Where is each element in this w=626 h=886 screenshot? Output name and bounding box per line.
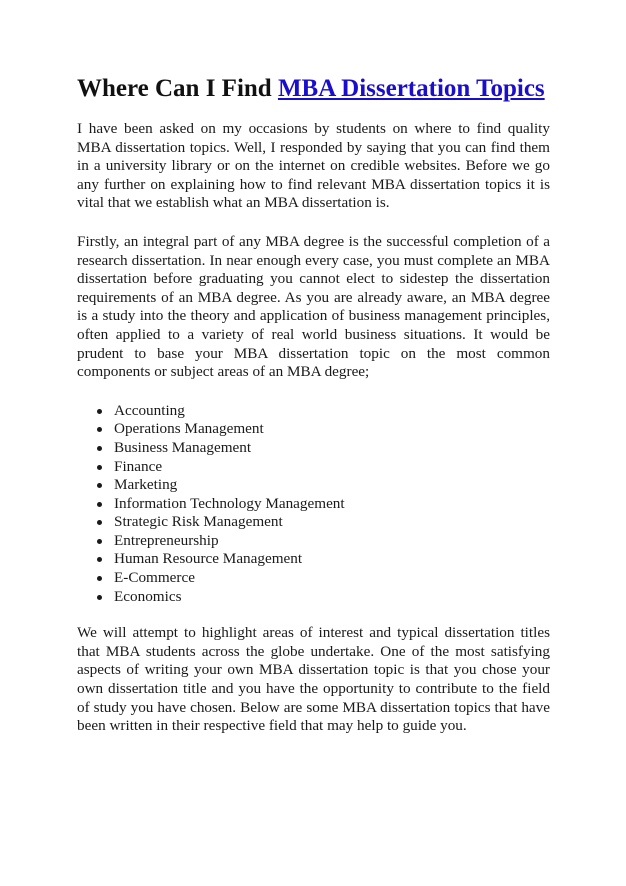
closing-paragraph: We will attempt to highlight areas of interest and typical dissertation titles that MBA students across the globe undertake. One of the most satisfying aspects of writing your own MBA dissertation topic is that you chose your own dissertation title and you have the opportunity to contribute to the field of study you have chosen. Below are some MBA dissertation topics that have been written in their respective field that may help to guide you. bbox=[77, 624, 550, 735]
list-item: Strategic Risk Management bbox=[114, 513, 550, 532]
title-link[interactable]: MBA Dissertation Topics bbox=[277, 75, 545, 102]
intro-paragraph: I have been asked on my occasions by students on where to find quality MBA dissertation topics. Well, I responded by saying that you can find them in a university library or on the internet on credible websites. Before we go any further on explaining how to find relevant MBA dissertation topics it is vital that we establish what an MBA dissertation is. bbox=[77, 120, 550, 212]
list-item: Business Management bbox=[114, 439, 550, 458]
list-item: Operations Management bbox=[114, 420, 550, 439]
list-item: Finance bbox=[114, 458, 550, 477]
mba-degree-paragraph: Firstly, an integral part of any MBA degree is the successful completion of a research dissertation. In near enough every case, you must complete an MBA dissertation before graduating you cannot elect to sidestep the dissertation requirements of an MBA degree. As you are already aware, an MBA degree is a study into the theory and application of business management principles, often applied to a variety of real world business situations. It would be prudent to base your MBA dissertation topic on the most common components or subject areas of an MBA degree; bbox=[77, 232, 550, 381]
list-item: E-Commerce bbox=[114, 569, 550, 588]
list-item: Marketing bbox=[114, 476, 550, 495]
list-item: Entrepreneurship bbox=[114, 532, 550, 551]
subject-areas-list bbox=[77, 402, 550, 607]
page-title bbox=[77, 72, 550, 106]
title-prefix: Where Can I Find bbox=[77, 75, 278, 102]
list-item: Human Resource Management bbox=[114, 550, 550, 569]
list-item: Information Technology Management bbox=[114, 495, 550, 514]
document-page bbox=[77, 72, 550, 736]
list-item: Accounting bbox=[114, 402, 550, 421]
list-item: Economics bbox=[114, 588, 550, 607]
